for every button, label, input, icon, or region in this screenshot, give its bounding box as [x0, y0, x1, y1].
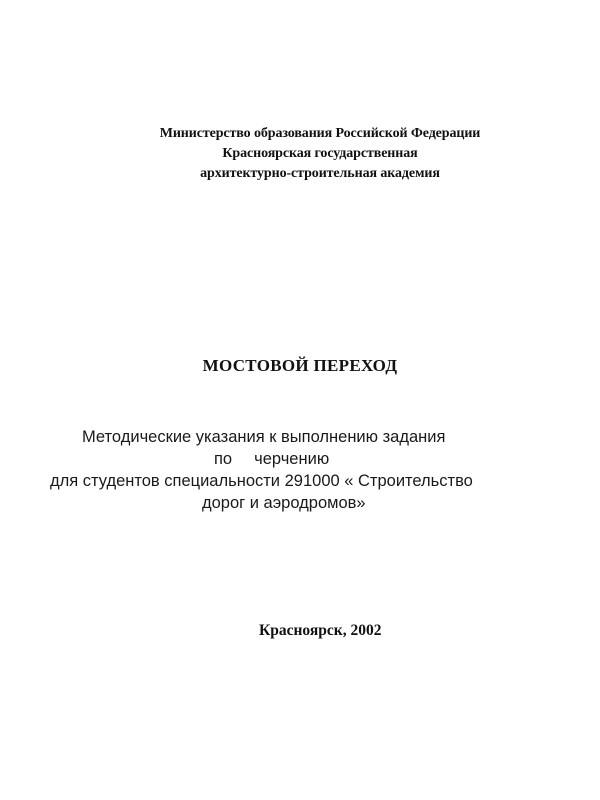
- subtitle-line-3: для студентов специальности 291000 « Строительство: [50, 472, 473, 490]
- academy-line-2: архитектурно-строительная академия: [200, 166, 440, 181]
- subtitle-line-2: [0, 448, 600, 470]
- academy-line-1: Красноярская государственная: [222, 146, 418, 161]
- subtitle-line-2-rest: черчению: [254, 450, 330, 468]
- place-and-year: Красноярск, 2002: [259, 622, 382, 639]
- ministry-line: Министерство образования Российской Федерации: [159, 126, 481, 141]
- subtitle-line-4: дорог и аэродромов»: [202, 494, 366, 512]
- subtitle-line-1: Методические указания к выполнению задания: [82, 428, 446, 446]
- institution-header: [20, 124, 600, 184]
- subtitle-line-2-prefix: по: [214, 450, 233, 468]
- document-subtitle: [0, 426, 600, 514]
- document-title: МОСТОВОЙ ПЕРЕХОД: [202, 356, 398, 375]
